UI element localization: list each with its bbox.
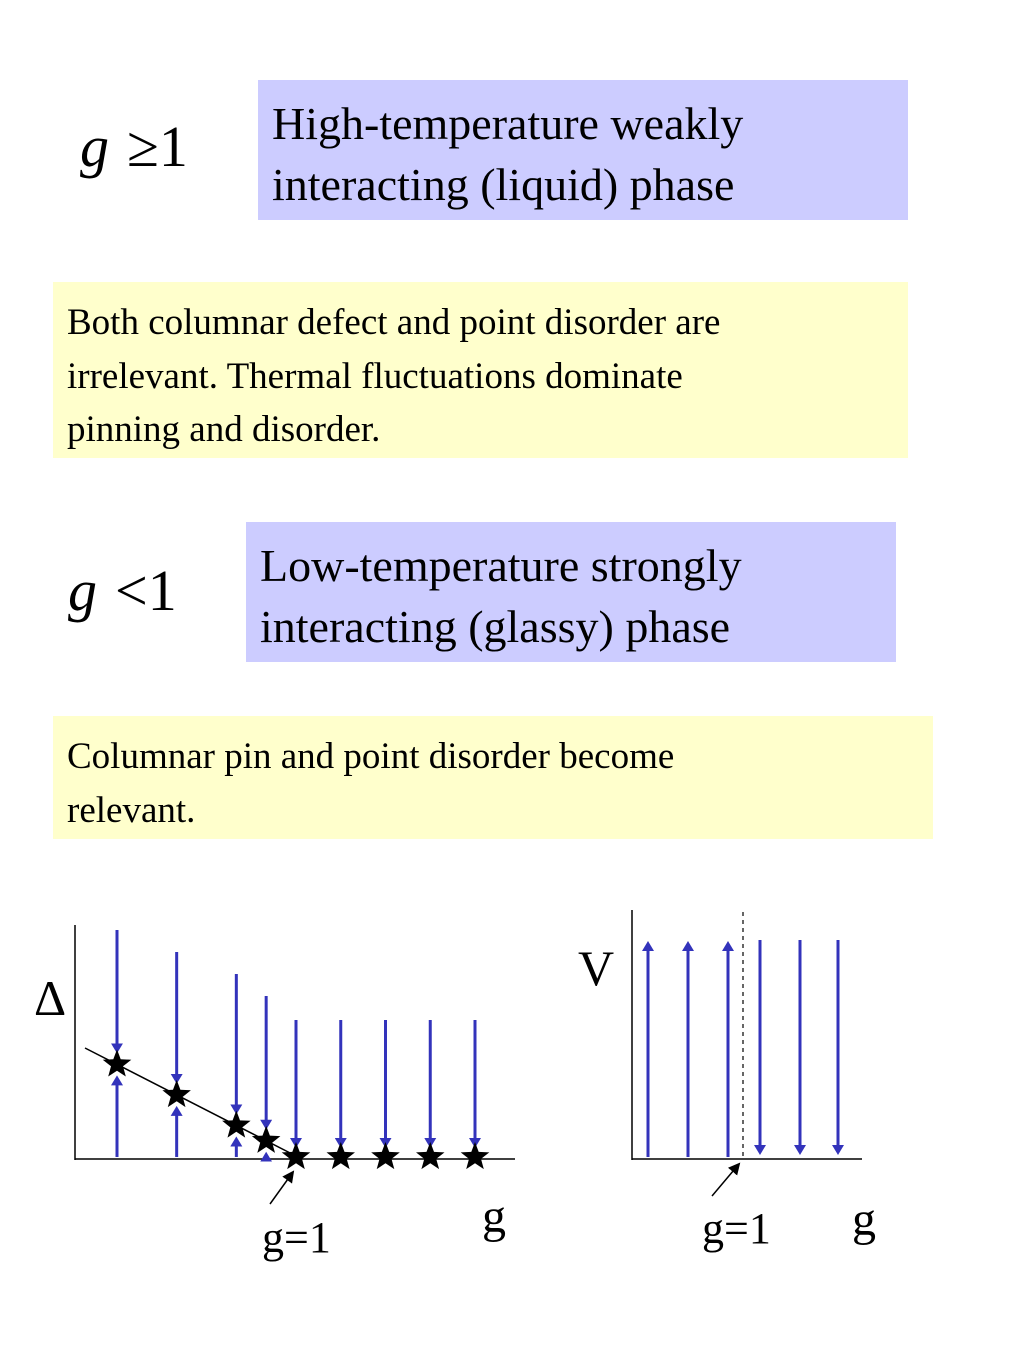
condition-relation: ≥1 xyxy=(127,114,188,179)
v-axis-label: V xyxy=(578,940,615,996)
fixed-point-star xyxy=(416,1142,445,1169)
fixed-point-star xyxy=(282,1142,311,1169)
delta-axis-label: Δ xyxy=(34,970,67,1026)
right-g1-label: g=1 xyxy=(702,1204,771,1253)
left-flow-arrows xyxy=(117,930,475,1157)
phase-line: interacting (glassy) phase xyxy=(260,600,731,652)
condition-variable: g xyxy=(80,114,109,179)
fixed-point-star xyxy=(327,1142,356,1169)
fixed-point-star xyxy=(461,1142,490,1169)
note-line: irrelevant. Thermal fluctuations dominate xyxy=(67,355,683,397)
left-g1-label: g=1 xyxy=(262,1213,331,1262)
note-line: Both columnar defect and point disorder are xyxy=(67,302,721,343)
phase-line: Low-temperature strongly xyxy=(260,540,742,591)
condition-relation: <1 xyxy=(115,558,177,623)
phase-line: High-temperature weakly xyxy=(272,98,744,149)
fixed-point-star xyxy=(103,1049,132,1076)
v-flow-plot xyxy=(578,910,876,1253)
fixed-point-star xyxy=(222,1111,251,1138)
right-g1-pointer xyxy=(712,1164,739,1196)
left-g1-pointer xyxy=(270,1172,293,1204)
left-g-axis-label: g xyxy=(482,1190,506,1243)
note-line: relevant. xyxy=(67,789,196,831)
note-line: Columnar pin and point disorder become xyxy=(67,736,675,777)
right-g-axis-label: g xyxy=(852,1193,876,1246)
fixed-point-star xyxy=(371,1142,400,1169)
fixed-point-star xyxy=(252,1126,281,1153)
condition-variable: g xyxy=(68,558,97,623)
delta-flow-plot xyxy=(34,925,515,1262)
note-line: pinning and disorder. xyxy=(67,409,381,451)
fixed-point-star xyxy=(162,1080,191,1107)
phase-line: interacting (liquid) phase xyxy=(272,158,735,210)
